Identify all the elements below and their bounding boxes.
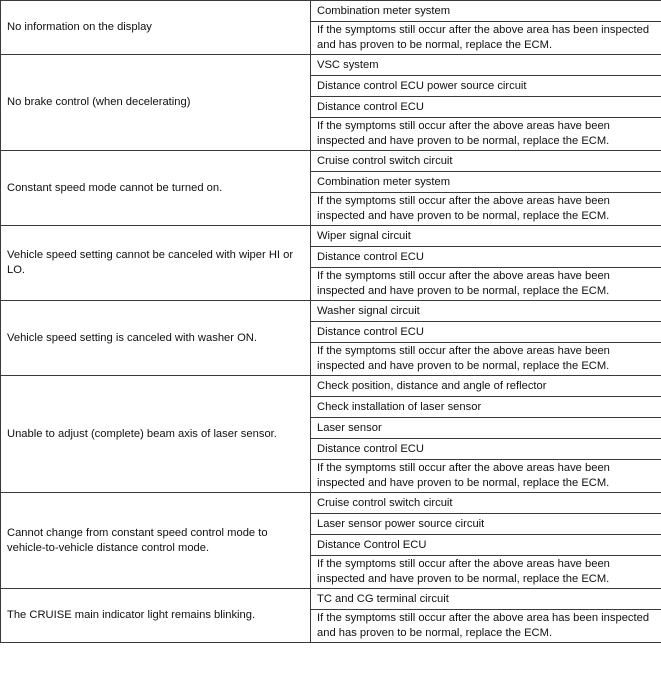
suspected-area-cell: VSC system [311,55,661,76]
suspected-area-cell: If the symptoms still occur after the above areas have been inspected and have proven to be normal, replace the ECM. [311,193,661,226]
symptom-cell: No brake control (when decelerating) [1,55,311,151]
symptom-cell: Constant speed mode cannot be turned on. [1,151,311,226]
suspected-area-cell: Check installation of laser sensor [311,397,661,418]
table-row [1,226,661,247]
table-row [1,55,661,76]
suspected-area-cell: If the symptoms still occur after the above areas have been inspected and have proven to be normal, replace the ECM. [311,268,661,301]
table-row [1,589,661,610]
symptom-cell: Unable to adjust (complete) beam axis of laser sensor. [1,376,311,493]
symptom-cell: The CRUISE main indicator light remains blinking. [1,589,311,643]
table-row [1,301,661,322]
suspected-area-cell: If the symptoms still occur after the above areas have been inspected and have proven to be normal, replace the ECM. [311,556,661,589]
table-row [1,493,661,514]
suspected-area-cell: Distance control ECU power source circuit [311,76,661,97]
suspected-area-cell: Combination meter system [311,1,661,22]
symptom-cell: No information on the display [1,1,311,55]
symptom-cell: Cannot change from constant speed control mode to vehicle-to-vehicle distance control mode. [1,493,311,589]
table-row [1,151,661,172]
suspected-area-cell: Washer signal circuit [311,301,661,322]
suspected-area-cell: If the symptoms still occur after the above areas have been inspected and have proven to be normal, replace the ECM. [311,460,661,493]
suspected-area-cell: If the symptoms still occur after the above area has been inspected and has proven to be normal, replace the ECM. [311,610,661,643]
suspected-area-cell: Cruise control switch circuit [311,151,661,172]
table-body [1,1,661,643]
suspected-area-cell: Cruise control switch circuit [311,493,661,514]
suspected-area-cell: Distance control ECU [311,247,661,268]
symptom-cell: Vehicle speed setting cannot be canceled with wiper HI or LO. [1,226,311,301]
suspected-area-cell: If the symptoms still occur after the above areas have been inspected and have proven to be normal, replace the ECM. [311,118,661,151]
suspected-area-cell: Check position, distance and angle of reflector [311,376,661,397]
suspected-area-cell: If the symptoms still occur after the above areas have been inspected and have proven to be normal, replace the ECM. [311,343,661,376]
suspected-area-cell: Distance Control ECU [311,535,661,556]
suspected-area-cell: Wiper signal circuit [311,226,661,247]
suspected-area-cell: Distance control ECU [311,97,661,118]
table-row [1,1,661,22]
table-row [1,376,661,397]
suspected-area-cell: Laser sensor power source circuit [311,514,661,535]
suspected-area-cell: Distance control ECU [311,439,661,460]
suspected-area-cell: Laser sensor [311,418,661,439]
suspected-area-cell: Combination meter system [311,172,661,193]
symptom-cell: Vehicle speed setting is canceled with washer ON. [1,301,311,376]
suspected-area-cell: If the symptoms still occur after the above area has been inspected and has proven to be normal, replace the ECM. [311,22,661,55]
suspected-area-cell: Distance control ECU [311,322,661,343]
suspected-area-cell: TC and CG terminal circuit [311,589,661,610]
